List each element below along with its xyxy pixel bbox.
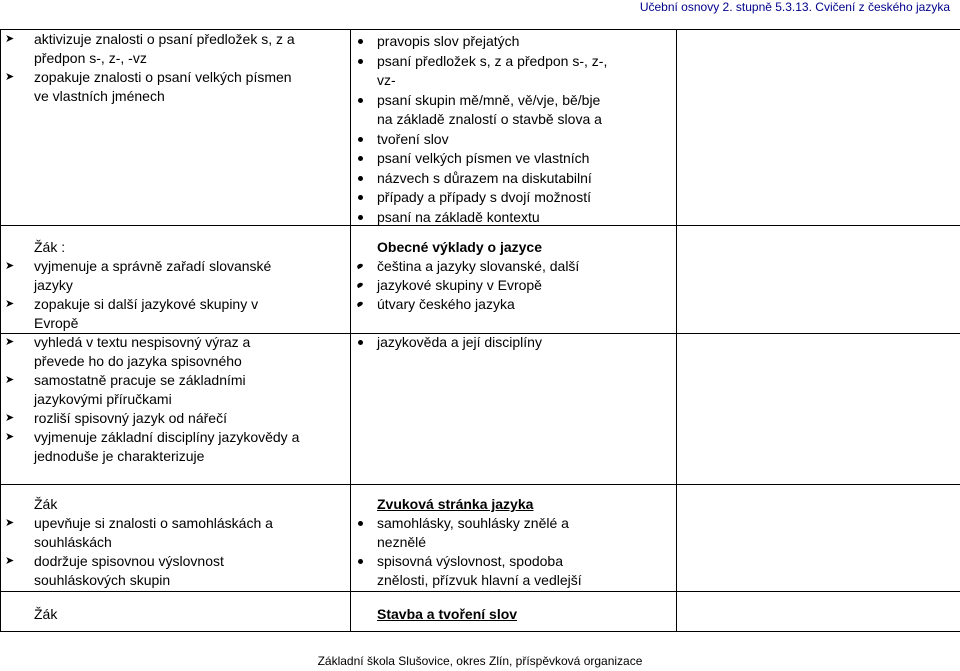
bullet-dot-icon xyxy=(356,301,363,307)
arrow-bullet-icon: ➤ xyxy=(5,431,15,443)
arrow-bullet-icon: ➤ xyxy=(5,336,15,348)
bullet-dot-icon xyxy=(358,98,363,103)
text-line: upevňuje si znalosti o samohláskách a xyxy=(34,515,273,531)
text-line: souhláskových skupin xyxy=(34,572,171,588)
content-cell xyxy=(351,592,677,632)
text-line: ve vlastních jménech xyxy=(34,88,165,104)
arrow-bullet-icon: ➤ xyxy=(5,33,15,45)
bullet-dot-icon xyxy=(358,215,363,220)
text-line: aktivizuje znalosti o psaní předložek s, z a xyxy=(34,31,295,47)
text-line: pravopis slov přejatých xyxy=(377,33,520,49)
bullet-dot-icon xyxy=(358,39,363,44)
bullet-dot-icon xyxy=(358,559,363,564)
text-line: jednoduše je charakterizuje xyxy=(34,448,205,464)
text-line: vyjmenuje a správně zařadí slovanské xyxy=(34,258,272,274)
text-line: spisovná výslovnost, spodoba xyxy=(377,553,563,569)
section-heading: Obecné výklady o jazyce xyxy=(377,239,542,255)
text-line: vyhledá v textu nespisovný výraz a xyxy=(34,334,251,350)
bullet-dot-icon xyxy=(358,195,363,200)
text-line: zopakuje si další jazykové skupiny v xyxy=(34,296,259,312)
text-line: útvary českého jazyka xyxy=(377,296,515,312)
notes-cell xyxy=(677,592,960,632)
notes-cell xyxy=(677,334,960,485)
arrow-bullet-icon: ➤ xyxy=(5,374,15,386)
section-heading: Zvuková stránka jazyka xyxy=(377,496,534,512)
section-heading: Stavba a tvoření slov xyxy=(377,606,518,622)
text-line: jazykové skupiny v Evropě xyxy=(377,277,542,293)
text-line: zopakuje znalosti o psaní velkých písmen xyxy=(34,69,292,85)
text-line: psaní předložek s, z a předpon s-, z-, xyxy=(377,52,608,69)
arrow-bullet-icon: ➤ xyxy=(5,517,15,529)
bullet-dot-icon xyxy=(356,263,363,269)
text-line: čeština a jazyky slovanské, další xyxy=(377,258,580,274)
table-row xyxy=(1,485,960,592)
page-footer: Základní škola Slušovice, okres Zlín, příspěvková organizace xyxy=(317,654,643,668)
arrow-bullet-icon: ➤ xyxy=(5,412,15,424)
text-line: souhláskách xyxy=(34,534,112,550)
text-line: psaní velkých písmen ve vlastních xyxy=(377,150,590,166)
arrow-bullet-icon: ➤ xyxy=(5,298,15,310)
content-cell xyxy=(351,334,677,485)
outcomes-cell xyxy=(1,30,351,226)
text-line: jazykovými příručkami xyxy=(34,391,172,407)
text-line: na základě znalostí o stavbě slova a xyxy=(377,111,602,127)
text-line: dodržuje spisovnou výslovnost xyxy=(34,553,224,569)
table-row xyxy=(1,226,960,334)
text-line: Žák xyxy=(34,496,58,512)
bullet-dot-icon xyxy=(358,59,363,64)
text-line: předpon s-, z-, -vz xyxy=(34,50,147,66)
text-line: znělosti, přízvuk hlavní a vedlejší xyxy=(377,572,582,588)
text-line: samohlásky, souhlásky znělé a xyxy=(377,515,569,531)
outcomes-cell xyxy=(1,485,351,592)
bullet-dot-icon xyxy=(358,340,363,345)
content-cell xyxy=(351,485,677,592)
text-line: Evropě xyxy=(34,315,79,331)
text-line: názvech s důrazem na diskutabilní xyxy=(377,169,592,186)
bullet-dot-icon xyxy=(358,176,363,181)
text-line: převede ho do jazyka spisovného xyxy=(34,353,242,369)
text-line: jazyky xyxy=(34,277,73,293)
arrow-bullet-icon: ➤ xyxy=(5,260,15,272)
bullet-dot-icon xyxy=(358,521,363,526)
text-line: vyjmenuje základní disciplíny jazykovědy a xyxy=(34,429,300,445)
notes-cell xyxy=(677,30,960,226)
page-header: Učební osnovy 2. stupně 5.3.13. Cvičení z českého jazyka xyxy=(639,0,950,14)
text-line: neznělé xyxy=(377,534,427,550)
arrow-bullet-icon: ➤ xyxy=(5,555,15,567)
text-line: jazykověda a její disciplíny xyxy=(377,334,542,350)
bullet-dot-icon xyxy=(358,156,363,161)
text-line: tvoření slov xyxy=(377,130,449,147)
text-line: Žák xyxy=(34,606,58,622)
bullet-dot-icon xyxy=(356,282,363,288)
notes-cell xyxy=(677,226,960,334)
curriculum-table xyxy=(0,29,960,632)
outcomes-cell xyxy=(1,226,351,334)
content-cell xyxy=(351,30,677,226)
outcomes-cell xyxy=(1,334,351,485)
content-cell xyxy=(351,226,677,334)
outcomes-cell xyxy=(1,592,351,632)
bullet-dot-icon xyxy=(358,137,363,142)
text-line: případy a případy s dvojí možností xyxy=(377,189,591,205)
arrow-bullet-icon: ➤ xyxy=(5,71,15,83)
text-line: samostatně pracuje se základními xyxy=(34,372,246,388)
text-line: psaní skupin mě/mně, vě/vje, bě/bje xyxy=(377,91,601,108)
notes-cell xyxy=(677,485,960,592)
text-line: psaní na základě kontextu xyxy=(377,208,540,225)
table-row xyxy=(1,30,960,226)
table-row xyxy=(1,334,960,485)
table-row xyxy=(1,592,960,632)
text-line: Žák : xyxy=(34,239,66,255)
text-line: rozliší spisovný jazyk od nářečí xyxy=(34,410,227,426)
text-line: vz- xyxy=(377,72,396,88)
